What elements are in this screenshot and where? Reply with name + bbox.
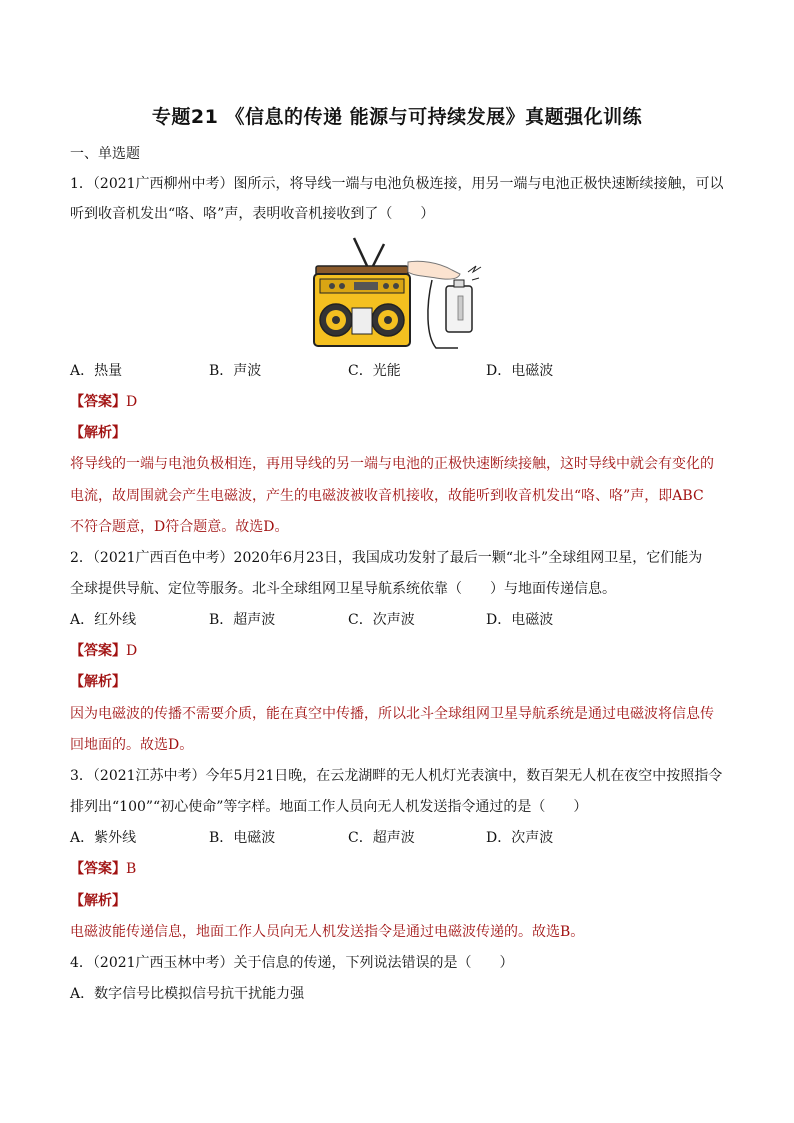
question-3-stem-line-2: 排列出“100”“初心使命”等字样。地面工作人员向无人机发送指令通过的是（ ） xyxy=(70,799,588,815)
analysis-tag: 【解析】 xyxy=(70,893,126,909)
question-2-stem-line-2: 全球提供导航、定位等服务。北斗全球组网卫星导航系统依靠（ ）与地面传递信息。 xyxy=(70,581,616,597)
radio-battery-figure xyxy=(308,236,486,352)
answer-tag: 【答案】 xyxy=(70,861,126,877)
question-2-analysis-line-1: 因为电磁波的传播不需要介质，能在真空中传播，所以北斗全球组网卫星导航系统是通过电磁波将信息传 xyxy=(70,706,714,722)
option-d: D．电磁波 xyxy=(486,363,554,379)
option-b: B．超声波 xyxy=(209,612,276,628)
option-c: C．次声波 xyxy=(348,612,415,628)
option-d: D．次声波 xyxy=(486,830,554,846)
question-1-analysis-line-2: 电流，故周围就会产生电磁波，产生的电磁波被收音机接收，故能听到收音机发出“咯、咯”声，即ABC xyxy=(70,488,704,504)
question-1-analysis-tag xyxy=(70,423,730,443)
question-3-analysis-tag xyxy=(70,891,730,911)
question-2-answer xyxy=(70,641,730,661)
question-3-stem-line-1: 3．（2021江苏中考）今年5月21日晚，在云龙湖畔的无人机灯光表演中，数百架无人机在夜空中按照指令 xyxy=(70,768,723,784)
question-1-answer xyxy=(70,392,730,412)
option-a: A．紫外线 xyxy=(70,830,137,846)
question-2-stem-line-1: 2．（2021广西百色中考）2020年6月23日，我国成功发射了最后一颗“北斗”全球组网卫星，它们能为 xyxy=(70,550,703,566)
question-3-analysis-line-1: 电磁波能传递信息，地面工作人员向无人机发送指令是通过电磁波传递的。故选B。 xyxy=(70,924,585,940)
option-b: B．声波 xyxy=(209,363,262,379)
option-d: D．电磁波 xyxy=(486,612,554,628)
analysis-tag: 【解析】 xyxy=(70,674,126,690)
answer-value: D xyxy=(126,643,138,659)
question-2-analysis-line-2: 回地面的。故选D。 xyxy=(70,737,194,753)
question-1-analysis-line-3: 不符合题意，D符合题意。故选D。 xyxy=(70,519,289,535)
option-a: A．红外线 xyxy=(70,612,137,628)
question-1-stem-line-1: 1．（2021广西柳州中考）图所示，将导线一端与电池负极连接，用另一端与电池正极快速断续接触，可以 xyxy=(70,176,724,192)
answer-value: D xyxy=(126,394,138,410)
page-title: 专题21 《信息的传递 能源与可持续发展》真题强化训练 xyxy=(151,106,643,128)
option-c: C．光能 xyxy=(348,363,401,379)
question-2-analysis-tag xyxy=(70,672,730,692)
question-4-option-a: A．数字信号比模拟信号抗干扰能力强 xyxy=(70,986,305,1002)
option-b: B．电磁波 xyxy=(209,830,276,846)
analysis-tag: 【解析】 xyxy=(70,425,126,441)
question-3-answer xyxy=(70,859,730,879)
section-heading: 一、单选题 xyxy=(70,146,140,162)
answer-tag: 【答案】 xyxy=(70,394,126,410)
question-1-stem-line-2: 听到收音机发出“咯、咯”声，表明收音机接收到了（ ） xyxy=(70,206,435,222)
option-a: A．热量 xyxy=(70,363,123,379)
option-c: C．超声波 xyxy=(348,830,415,846)
question-4-stem: 4．（2021广西玉林中考）关于信息的传递，下列说法错误的是（ ） xyxy=(70,955,514,971)
answer-value: B xyxy=(126,861,137,877)
question-1-analysis-line-1: 将导线的一端与电池负极相连，再用导线的另一端与电池的正极快速断续接触，这时导线中就会有变化的 xyxy=(70,456,714,472)
answer-tag: 【答案】 xyxy=(70,643,126,659)
